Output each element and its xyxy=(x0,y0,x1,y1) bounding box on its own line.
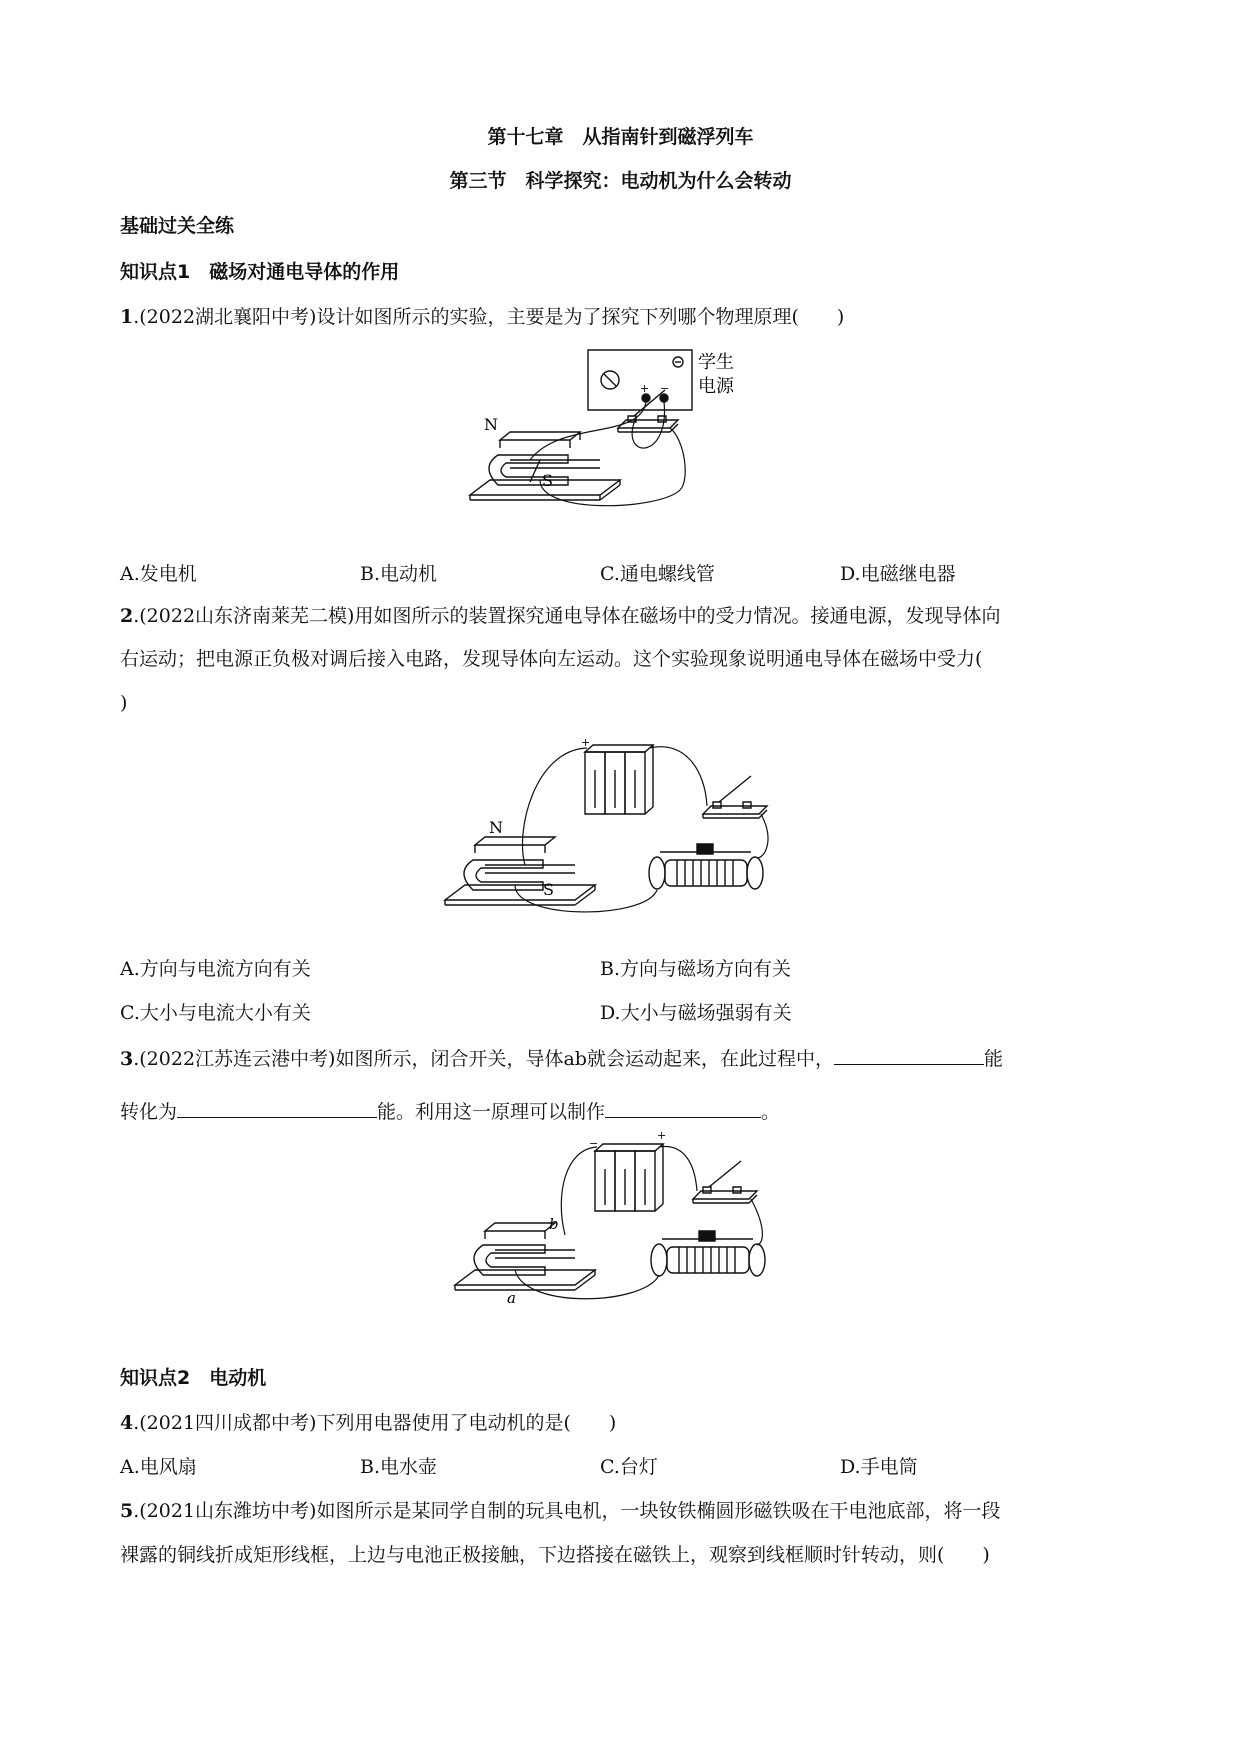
question-2-stem-line2: 右运动；把电源正负极对调后接入电路，发现导体向左运动。这个实验现象说明通电导体在磁场中受力( xyxy=(120,648,983,670)
question-1-stem: 1.(2022湖北襄阳中考)设计如图所示的实验，主要是为了探究下列哪个物理原理( ) xyxy=(120,306,845,328)
q4-option-c[interactable]: C.台灯 xyxy=(600,1456,658,1478)
rheostat xyxy=(651,1231,765,1276)
question-5-stem-line1: 5.(2021山东潍坊中考)如图所示是某同学自制的玩具电机，一块钕铁椭圆形磁铁吸在干电池底部，将一段 xyxy=(120,1500,1001,1522)
switch xyxy=(693,1161,757,1203)
battery-pack xyxy=(595,1144,663,1211)
q1-minus-sign: − xyxy=(660,382,670,395)
q2-north-label: N xyxy=(489,818,503,837)
battery-pack xyxy=(585,745,653,814)
section-title: 第三节 科学探究：电动机为什么会转动 xyxy=(449,170,792,192)
q3-label-b: b xyxy=(549,1215,559,1233)
q1-figure xyxy=(470,340,770,520)
q1-option-d[interactable]: D.电磁继电器 xyxy=(840,563,956,585)
knowledge-point-1: 知识点1 磁场对通电导体的作用 xyxy=(120,261,400,283)
rheostat xyxy=(649,844,763,889)
question-2-stem-line3: ) xyxy=(120,692,128,714)
q1-option-a[interactable]: A.发电机 xyxy=(120,563,197,585)
question-4-stem: 4.(2021四川成都中考)下列用电器使用了电动机的是( ) xyxy=(120,1412,617,1434)
q1-north-label: N xyxy=(484,415,498,434)
switch xyxy=(703,776,767,818)
q1-option-b[interactable]: B.电动机 xyxy=(360,563,438,585)
q1-south-label: S xyxy=(542,471,553,490)
magnet-on-board xyxy=(455,1223,595,1290)
q3-figure xyxy=(455,1129,795,1307)
question-5-stem-line2: 裸露的铜线折成矩形线框，上边与电池正极接触，下边搭接在磁铁上，观察到线框顺时针转动，则( ) xyxy=(120,1544,990,1566)
q3-blank-1[interactable] xyxy=(834,1044,984,1065)
question-3-stem-line2: 转化为 能。利用这一原理可以制作 。 xyxy=(120,1097,780,1125)
chapter-title: 第十七章 从指南针到磁浮列车 xyxy=(487,126,754,148)
magnet-on-board xyxy=(445,837,595,905)
q3-minus-sign: − xyxy=(589,1137,599,1150)
q2-option-d[interactable]: D.大小与磁场强弱有关 xyxy=(600,1002,792,1024)
q2-option-c[interactable]: C.大小与电流大小有关 xyxy=(120,1002,311,1024)
q2-option-a[interactable]: A.方向与电流方向有关 xyxy=(120,958,311,980)
q3-blank-3[interactable] xyxy=(605,1097,761,1118)
q3-plus-sign: + xyxy=(657,1129,667,1142)
q1-power-label-2: 电源 xyxy=(698,376,734,397)
q4-option-a[interactable]: A.电风扇 xyxy=(120,1456,197,1478)
q2-south-label: S xyxy=(543,880,554,899)
q2-figure xyxy=(445,736,785,920)
q2-plus-sign: + xyxy=(581,736,591,749)
question-3-stem-line1: 3.(2022江苏连云港中考)如图所示，闭合开关，导体ab就会运动起来，在此过程中， 能 xyxy=(120,1044,1003,1072)
knowledge-point-2: 知识点2 电动机 xyxy=(120,1367,267,1389)
q3-label-a: a xyxy=(507,1289,516,1307)
q1-power-label-1: 学生 xyxy=(698,352,734,373)
q3-blank-2[interactable] xyxy=(177,1097,377,1118)
power-supply-box xyxy=(588,350,692,410)
part-title: 基础过关全练 xyxy=(120,215,235,237)
q1-option-c[interactable]: C.通电螺线管 xyxy=(600,563,715,585)
q4-option-b[interactable]: B.电水壶 xyxy=(360,1456,438,1478)
q2-option-b[interactable]: B.方向与磁场方向有关 xyxy=(600,958,792,980)
q1-plus-sign: + xyxy=(640,382,650,395)
q4-option-d[interactable]: D.手电筒 xyxy=(840,1456,918,1478)
question-2-stem-line1: 2.(2022山东济南莱芜二模)用如图所示的装置探究通电导体在磁场中的受力情况。接通电源，发现导体向 xyxy=(120,605,1001,627)
